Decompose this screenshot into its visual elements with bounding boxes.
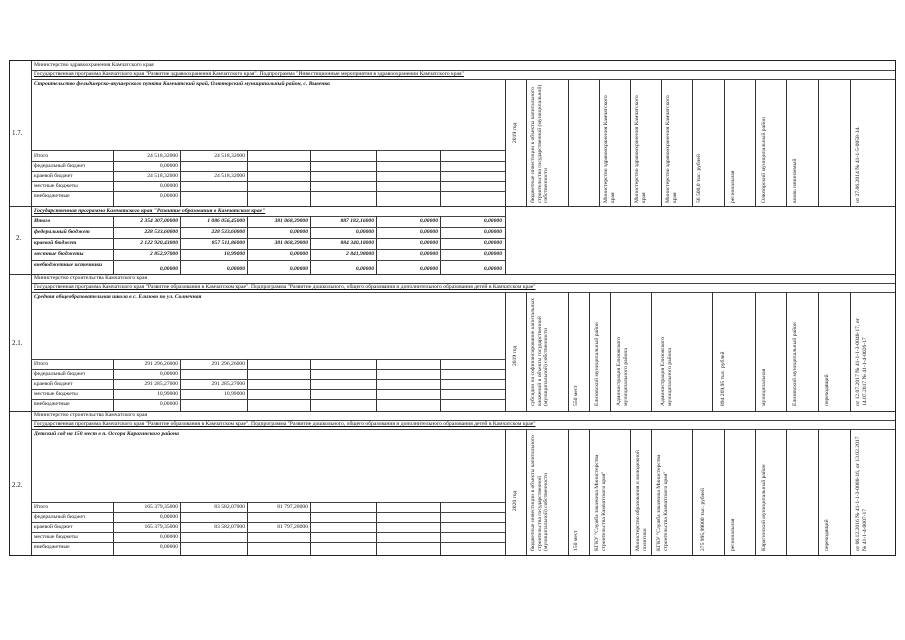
vertical-text: субсидии на софинансирование капитальных вложений в объекты государственной (муниципальной) собственности: [530, 298, 549, 406]
cell-value: 0,00000: [159, 401, 178, 407]
col-line: [180, 502, 181, 555]
cell-value: 0,00000: [159, 266, 178, 272]
vertical-text: Елизовский муниципальный район: [594, 322, 600, 406]
program-label: Государственная программа Камчатского края "Развитие здравоохранения Камчатского края". Подпрограмма "Инвестиционные мероприятия в здравоохранении Камчатского края": [34, 71, 464, 77]
object-title: Детский сад на 150 мест в п. Оссора Карагинского района: [34, 431, 179, 437]
row-number: 2.2.: [12, 481, 23, 489]
row-number: 1.7.: [12, 129, 23, 137]
col-line: [526, 292, 527, 411]
program-label: Государственная программа Камчатского края "Развитие образования в Камчатском крае". Подпрограмма "Развитие дошкольного, общего образования и дополнительного образования детей в Камчатском крае": [34, 421, 536, 427]
cell-value: 381 068,39000: [274, 218, 308, 224]
vertical-text: региональная: [730, 170, 736, 203]
row-number: 2.1.: [12, 339, 23, 347]
rule: [31, 429, 895, 430]
col-line: [113, 359, 114, 411]
col-line: [376, 150, 377, 206]
col-line: [630, 79, 631, 206]
col-line: [505, 79, 506, 206]
vertical-text: региональная: [730, 518, 736, 551]
cell-value: 0,00000: [419, 251, 438, 257]
row-label: Итого: [34, 504, 49, 510]
num-col-divider: [31, 61, 32, 555]
row-label: федеральный бюджет: [34, 229, 90, 235]
col-line: [599, 79, 600, 206]
cell-value: 0,00000: [419, 240, 438, 246]
col-line: [180, 359, 181, 411]
cell-value: 291 296,26000: [211, 361, 245, 367]
col-line: [376, 216, 377, 274]
rule: [31, 359, 505, 360]
cell-value: 0,00000: [419, 266, 438, 272]
cell-value: 83 582,07000: [214, 504, 245, 510]
col-line: [440, 359, 441, 411]
vertical-text: Администрация Елизовского муниципального района: [660, 336, 673, 406]
col-line: [692, 429, 693, 555]
cell-value: 0,00000: [483, 229, 502, 235]
rule: [31, 532, 505, 533]
row-label: внебюджетные: [34, 401, 70, 407]
row-number: 2.: [16, 234, 22, 242]
col-line: [724, 429, 725, 555]
vertical-text: от 12.07.2017 № 41-1-1-3-0048-17, от 14.07.2017 № 41-1-4-0026-17: [855, 318, 868, 406]
col-line: [692, 79, 693, 206]
cell-value: 0,00000: [419, 229, 438, 235]
object-title: Строительство фельдшерско-акушерского пункта Камчатский край, Олюторский муниципальный район, с. Вывенка: [34, 81, 330, 87]
cell-value: 0,00000: [159, 163, 178, 169]
table-frame: [9, 60, 896, 556]
row-label: внебюджетные: [34, 193, 70, 199]
vertical-text: 550 мест: [573, 385, 579, 406]
vertical-text: КГКУ "Служба заказчика Министерства строительства Камчатского края": [656, 454, 669, 551]
vertical-text: Министерство здравоохранения Камчатского края: [634, 95, 647, 203]
cell-value: 81 797,28000: [277, 504, 308, 510]
col-line: [651, 429, 652, 555]
col-line: [526, 429, 527, 555]
cell-value: 10,99000: [157, 391, 178, 397]
col-line: [247, 502, 248, 555]
row-label: внебюджетные: [34, 544, 70, 550]
row-label: местные бюджеты: [34, 183, 78, 189]
rule: [31, 249, 505, 250]
cell-value: 2 354 307,00000: [140, 218, 178, 224]
cell-value: 228 533,60000: [144, 229, 178, 235]
cell-value: 1 086 056,45000: [207, 218, 245, 224]
col-line: [755, 429, 756, 555]
rule: [31, 369, 505, 370]
vertical-text: Администрация Елизовского муниципального района: [616, 336, 629, 406]
rule: [31, 216, 505, 217]
row-label: местные бюджеты: [34, 534, 78, 540]
cell-value: 857 511,86000: [211, 240, 245, 246]
col-line: [526, 79, 527, 206]
col-line: [310, 216, 311, 274]
row-label: краевой бюджет: [34, 240, 77, 246]
col-line: [113, 502, 114, 555]
cell-value: 0,00000: [483, 240, 502, 246]
col-line: [724, 79, 725, 206]
vertical-text: 275 995,99000 тыс. рублей: [700, 488, 706, 551]
row-label: внебюджетные источники: [34, 262, 103, 268]
rule: [31, 181, 505, 182]
vertical-text: 56 500,0 тыс. рублей: [696, 154, 702, 203]
object-title: Средняя общеобразовательная школа в с. Елизово по ул. Солнечная: [34, 294, 202, 300]
col-line: [850, 429, 851, 555]
col-line: [310, 150, 311, 206]
row-label: местные бюджеты: [34, 391, 78, 397]
vertical-text: бюджетные инвестиции в объекты капитального строительства государственной (муниципальной) собственности: [530, 84, 549, 203]
cell-value: 24 518,32000: [214, 153, 245, 159]
vertical-text: 150 мест: [573, 530, 579, 551]
rule: [31, 292, 895, 293]
cell-value: 0,00000: [289, 229, 308, 235]
rule: [31, 522, 505, 523]
cell-value: 228 533,60000: [211, 229, 245, 235]
rule: [31, 191, 505, 192]
rule: [31, 512, 505, 513]
rule: [31, 379, 505, 380]
col-line: [568, 292, 569, 411]
col-line: [818, 292, 819, 411]
vertical-text: Министерство здравоохранения Камчатского края: [665, 95, 678, 203]
cell-value: 0,00000: [289, 251, 308, 257]
rule: [31, 161, 505, 162]
col-line: [661, 79, 662, 206]
col-line: [786, 292, 787, 411]
col-line: [850, 292, 851, 411]
vertical-text: Елизовский муниципальный район: [792, 322, 798, 406]
cell-value: 165 379,35000: [144, 524, 178, 530]
col-line: [505, 292, 506, 411]
cell-value: 10,99000: [224, 251, 245, 257]
ministry-label: Министерство строительства Камчатского края: [34, 412, 148, 418]
cell-value: 0,00000: [483, 251, 502, 257]
cell-value: 81 797,28000: [277, 524, 308, 530]
vertical-text: переходящий: [824, 374, 830, 406]
col-line: [610, 292, 611, 411]
cell-value: 165 379,35000: [144, 504, 178, 510]
rule: [31, 227, 505, 228]
cell-value: 24 518,32000: [147, 173, 178, 179]
cell-value: 381 068,39000: [274, 240, 308, 246]
col-line: [440, 150, 441, 206]
cell-value: 0,00000: [355, 229, 374, 235]
row-label: Итого: [34, 218, 51, 224]
rule: [31, 171, 505, 172]
section-divider: [10, 206, 895, 207]
year-label: 2019 год: [512, 345, 518, 366]
col-line: [589, 429, 590, 555]
vertical-text: муниципальная: [761, 368, 767, 406]
cell-value: 83 582,07000: [214, 524, 245, 530]
col-line: [755, 292, 756, 411]
col-line: [630, 429, 631, 555]
col-line: [376, 359, 377, 411]
vertical-text: от 06.12.2016 № 41-1-1-3-0088-16, от 13.02.2017 № 41-1-4-0007-17: [855, 436, 868, 551]
col-line: [505, 206, 506, 274]
col-line: [568, 429, 569, 555]
vertical-text: Карагинский муниципальный район: [761, 464, 767, 551]
col-line: [376, 502, 377, 555]
cell-value: 0,00000: [159, 193, 178, 199]
cell-value: 291 285,27000: [211, 381, 245, 387]
vertical-text: Олюторский муниципальный район: [761, 117, 767, 203]
cell-value: 2 122 920,43000: [140, 240, 178, 246]
col-line: [440, 216, 441, 274]
program-label: Государственная программа Камчатского края "Развитие образования в Камчатском крае". Подпрограмма "Развитие дошкольного, общего образования и дополнительного образования детей в Камчатском крае": [34, 284, 536, 290]
col-line: [712, 292, 713, 411]
cell-value: 0,00000: [159, 544, 178, 550]
cell-value: 0,00000: [419, 218, 438, 224]
cell-value: 0,00000: [226, 266, 245, 272]
cell-value: 0,00000: [159, 534, 178, 540]
col-line: [180, 216, 181, 274]
cell-value: 0,00000: [355, 266, 374, 272]
col-line: [113, 216, 114, 274]
row-label: федеральный бюджет: [34, 514, 86, 520]
cell-value: 0,00000: [483, 266, 502, 272]
cell-value: 2 841,98000: [346, 251, 374, 257]
vertical-text: КГКУ "Служба заказчика Министерства строительства Камчатского края": [594, 454, 607, 551]
row-label: местные бюджеты: [34, 251, 84, 257]
rule: [31, 502, 505, 503]
vertical-text: Министерство здравоохранения Камчатского края: [603, 95, 616, 203]
cell-value: 2 852,97000: [150, 251, 178, 257]
row-label: краевой бюджет: [34, 524, 73, 530]
col-line: [310, 359, 311, 411]
col-line: [310, 502, 311, 555]
col-line: [755, 79, 756, 206]
col-line: [818, 79, 819, 206]
cell-value: 291 296,26000: [144, 361, 178, 367]
cell-value: 291 285,27000: [144, 381, 178, 387]
col-line: [247, 216, 248, 274]
col-line: [440, 502, 441, 555]
col-line: [247, 359, 248, 411]
cell-value: 0,00000: [483, 218, 502, 224]
cell-value: 24 518,32000: [214, 173, 245, 179]
col-line: [505, 429, 506, 555]
ministry-label: Министерство строительства Камчатского края: [34, 275, 148, 281]
cell-value: 0,00000: [159, 371, 178, 377]
col-line: [589, 292, 590, 411]
ministry-label: Министерство здравоохранения Камчатского края: [34, 62, 154, 68]
cell-value: 10,99000: [224, 391, 245, 397]
row-label: федеральный бюджет: [34, 371, 86, 377]
cell-value: 24 518,32000: [147, 153, 178, 159]
col-line: [651, 292, 652, 411]
rule: [31, 389, 505, 390]
vertical-text: Министерство образования и молодежной политики: [635, 450, 648, 551]
vertical-text: переходящий: [824, 519, 830, 551]
program-label: Государственная программа Камчатского края "Развитие образования в Камчатском крае": [34, 208, 266, 214]
cell-value: 0,00000: [289, 266, 308, 272]
row-label: краевой бюджет: [34, 173, 73, 179]
vertical-text: от 27.06.2014 № 41-1-5-0058-14.: [855, 126, 861, 203]
cell-value: 887 182,16000: [340, 218, 374, 224]
rule: [31, 238, 505, 239]
row-label: Итого: [34, 153, 49, 159]
vertical-text: бюджетные инвестиции в объекты капитального строительства государственной (муниципальной) собственности: [530, 435, 549, 551]
rule: [31, 399, 505, 400]
year-label: 2019 год: [512, 122, 518, 143]
col-line: [180, 150, 181, 206]
col-line: [850, 79, 851, 206]
rule: [31, 150, 505, 151]
cell-value: 0,00000: [159, 183, 178, 189]
year-label: 2020 год: [512, 490, 518, 511]
cell-value: 884 340,18000: [340, 240, 374, 246]
col-line: [568, 79, 569, 206]
col-line: [818, 429, 819, 555]
rule: [31, 542, 505, 543]
col-line: [786, 429, 787, 555]
col-line: [247, 150, 248, 206]
row-label: федеральный бюджет: [34, 163, 86, 169]
col-line: [786, 79, 787, 206]
rule: [31, 260, 505, 261]
row-label: краевой бюджет: [34, 381, 73, 387]
vertical-text: 894 269,95 тыс. рублей: [720, 351, 726, 406]
cell-value: 0,00000: [159, 514, 178, 520]
vertical-text: вновь начинаемый: [792, 158, 798, 203]
col-line: [113, 150, 114, 206]
rule: [31, 79, 895, 80]
row-label: Итого: [34, 361, 49, 367]
